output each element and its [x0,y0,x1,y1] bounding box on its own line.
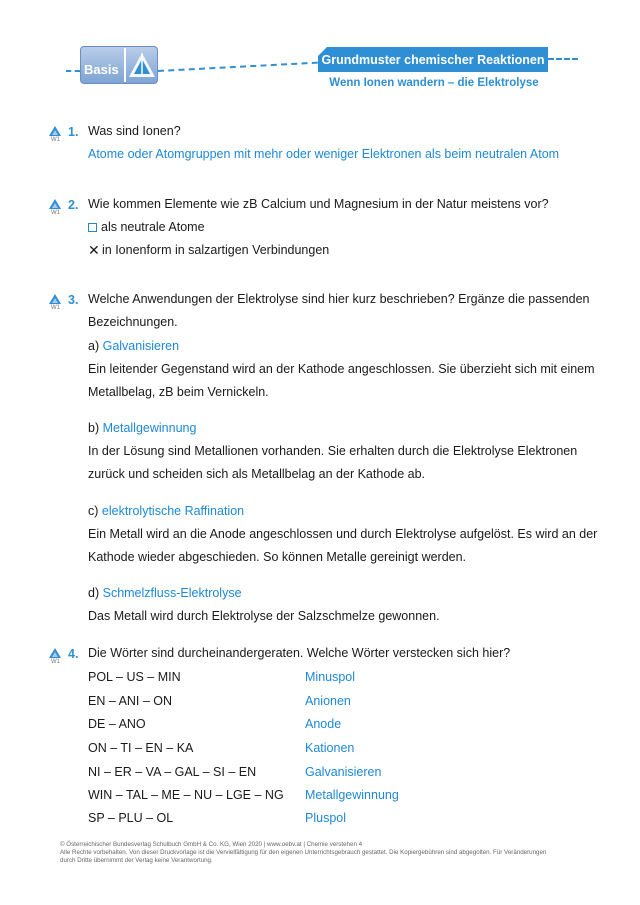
part-answer: Galvanisieren [102,339,180,353]
part-text: Ein Metall wird an die Anode angeschlossen und durch Elektrolyse aufgelöst. Es wird an der [88,527,598,541]
option-row [88,239,549,262]
footer-rights: Alle Rechte vorbehalten. Von dieser Druckvorlage ist die Vervielfältigung für den eigenen Unterrichtsgebrauch gestattet. Die Kopiergebühren sind abgegolten. Für Veränderungen [60,849,547,856]
task-3-part-c [88,500,597,569]
part-letter: d) [88,586,100,600]
task-number: 3. [68,293,79,307]
solved-word: Galvanisieren [305,765,382,779]
footer [60,841,580,865]
task-question: Wie kommen Elemente wie zB Calcium und Magnesium in der Natur meistens vor? [88,197,549,211]
part-answer: elektrolytische Raffination [101,504,245,518]
level-indicator [48,197,64,217]
task-2 [88,193,549,262]
scrambled-word: SP – PLU – OL [88,811,174,825]
task-3-part-a [88,335,595,404]
scrambled-word: POL – US – MIN [88,670,181,684]
task-3 [88,288,589,334]
part-answer: Schmelzfluss-Elektrolyse [102,586,242,600]
scrambled-word: WIN – TAL – ME – NU – LGE – NG [88,788,284,802]
task-3-part-b [88,417,577,486]
task-3-part-d [88,582,440,628]
task-number: 4. [68,647,79,661]
solved-word: Pluspol [305,811,346,825]
part-text: zurück und scheiden sich als Metallbelag an der Kathode ab. [88,467,426,481]
part-letter: b) [88,421,100,435]
task-question: Die Wörter sind durcheinandergeraten. Welche Wörter verstecken sich hier? [88,646,511,660]
level-label: W1 [51,659,60,665]
basis-divider [124,48,126,82]
header-dash-right [548,58,578,60]
pyramid-level-icon [48,293,62,305]
chapter-title: Grundmuster chemischer Reaktionen [318,47,548,72]
checkbox-unchecked[interactable] [88,223,97,232]
part-text: In der Lösung sind Metallionen vorhanden. Sie erhalten durch die Elektrolyse Elektronen [88,444,578,458]
level-label: W1 [51,137,60,143]
header-dash-middle [158,62,318,72]
part-text: Ein leitender Gegenstand wird an der Kathode angeschlossen. Sie überzieht sich mit einem [88,362,595,376]
level-label: W1 [51,210,60,216]
task-question: Was sind Ionen? [88,124,181,138]
option-label: in Ionenform in salzartigen Verbindungen [102,243,330,257]
level-label: W1 [51,305,60,311]
part-text: Metallbelag, zB beim Vernickeln. [88,385,269,399]
task-number: 2. [68,198,79,212]
header-dash-left [66,70,80,72]
part-answer: Metallgewinnung [102,421,197,435]
solved-word: Anionen [305,694,351,708]
scrambled-word: NI – ER – VA – GAL – SI – EN [88,765,257,779]
solved-word: Anode [305,717,342,731]
task-1 [88,120,559,166]
task-answer: Atome oder Atomgruppen mit mehr oder weniger Elektronen als beim neutralen Atom [88,147,560,161]
title-banner-corner [318,47,327,56]
pyramid-level-icon [48,647,62,659]
task-number: 1. [68,125,79,139]
pyramid-logo-icon [127,50,157,80]
option-row [88,216,549,239]
pyramid-level-icon [48,198,62,210]
option-label: als neutrale Atome [101,220,205,234]
part-letter: a) [88,339,100,353]
solved-word: Minuspol [305,670,356,684]
pyramid-level-icon [48,125,62,137]
scrambled-word: EN – ANI – ON [88,694,173,708]
chapter-subtitle: Wenn Ionen wandern – die Elektrolyse [329,77,539,89]
footer-copyright: © Österreichischer Bundesverlag Schulbuch GmbH & Co. KG, Wien 2020 | www.oebv.at | Chemie verstehen 4 [60,841,363,848]
part-text: Das Metall wird durch Elektrolyse der Salzschmelze gewonnen. [88,609,440,623]
level-indicator [48,124,64,144]
level-indicator [48,292,64,312]
part-text: Kathode wieder abgeschieden. So können Metalle gereinigt werden. [88,550,467,564]
scrambled-word: DE – ANO [88,717,146,731]
scrambled-word: ON – TI – EN – KA [88,741,194,755]
solved-word: Kationen [305,741,355,755]
task-question-cont: Bezeichnungen. [88,315,178,329]
basis-label: Basis [84,62,119,77]
part-letter: c) [88,504,99,518]
checkbox-crossed-icon[interactable]: ✕ [88,242,100,258]
footer-rights-cont: durch Dritte übernimmt der Verlag keine Verantwortung. [60,857,213,864]
level-indicator [48,646,64,666]
task-question: Welche Anwendungen der Elektrolyse sind hier kurz beschrieben? Ergänze die passenden [88,292,590,306]
solved-word: Metallgewinnung [305,788,399,802]
